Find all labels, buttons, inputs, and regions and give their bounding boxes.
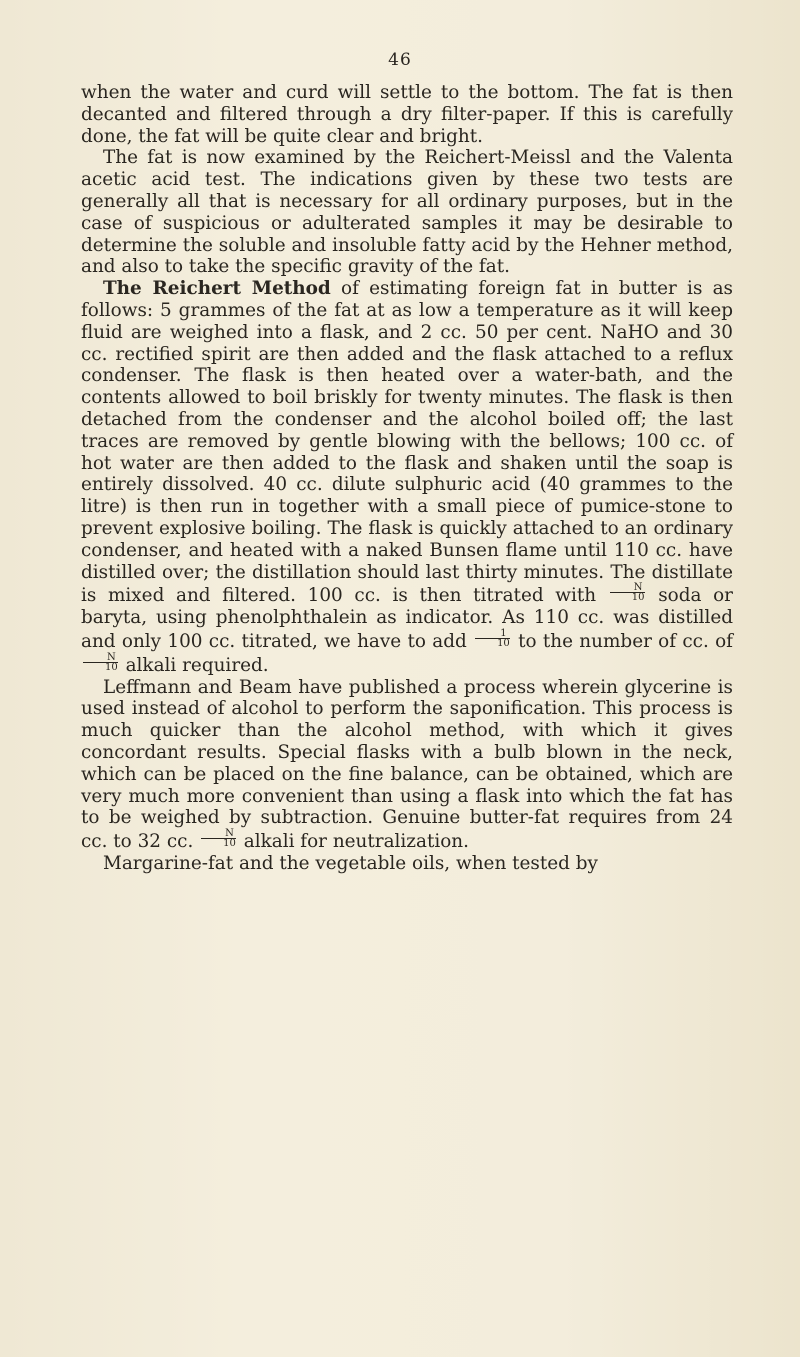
fraction-denominator: 10 xyxy=(223,838,236,850)
body-text xyxy=(81,82,733,875)
text-run: alkali required. xyxy=(119,654,269,676)
fraction-n-10 xyxy=(83,653,118,672)
paragraph: when the water and curd will settle to the bottom. The fat is then decanted and filtered through a dry filter-paper. If this is carefully done, the fat will be quite clear and bright. xyxy=(81,82,733,147)
page-number: 46 xyxy=(388,50,412,70)
fraction-denominator: 10 xyxy=(105,661,118,673)
paragraph: Margarine-fat and the vegetable oils, when tested by xyxy=(103,852,598,874)
text-run: Leffmann and Beam have published a process wherein glycerine is used instead of alcohol to perform the saponification. This process is much quicker than the alcohol method, with which it gives concordant results. Special flasks with a bulb blown in the neck, which can be placed on the fine balance, can be obtained, which are very much more convenient than using a flask into which the fat has to be weighed by subtraction. Genuine butter-fat requires from 24 cc. to 32 cc. xyxy=(81,676,733,853)
fraction-one-tenth xyxy=(475,629,510,648)
fraction-denominator: 10 xyxy=(631,592,645,604)
text-run: to the number of cc. of xyxy=(511,630,733,652)
fraction-numerator: N xyxy=(201,829,236,839)
text-run: soda or baryta, using phenolphthalein as indicator. As 110 cc. was distilled and only 100 cc. titrated, we have to add xyxy=(81,585,733,652)
text-run: alkali for neutralization. xyxy=(237,831,469,853)
paragraph: The fat is now examined by the Reichert-Meissl and the Valenta acetic acid test. The indications given by these two tests are generally all that is necessary for all ordinary purposes, but in the case of suspicious or adulterated samples it may be desirable to determine the soluble and insoluble fatty acid by the Hehner method, and also to take the specific gravity of the fat. xyxy=(81,147,733,278)
fraction-numerator: N xyxy=(83,653,118,663)
paragraph xyxy=(81,677,733,853)
paragraph xyxy=(81,278,733,676)
fraction-numerator: N xyxy=(610,583,645,593)
fraction-numerator: 1 xyxy=(475,629,510,639)
fraction-n-10 xyxy=(610,583,645,602)
fraction-denominator: 10 xyxy=(497,637,510,649)
text-run: of estimating foreign fat in butter is as follows: 5 grammes of the fat at as low a temperature as it will keep fluid are weighed into a flask, and 2 cc. 50 per cent. NaHO and 30 cc. rectified spirit are then added and the flask attached to a reflux condenser. The flask is then heated over a water-bath, and the contents allowed to boil briskly for twenty minutes. The flask is then detached from the condenser and the alcohol boiled off; the last traces are removed by gentle blowing with the bellows; 100 cc. of hot water are then added to the flask and shaken until the soap is entirely dissolved. 40 cc. dilute sulphuric acid (40 grammes to the litre) is then run in together with a small piece of pumice-stone to prevent explosive boiling. The flask is quickly attached to an ordinary condenser, and heated with a naked Bunsen flame until 110 cc. have distilled over; the distillation should last thirty minutes. The distillate is mixed and filtered. 100 cc. is then titrated with xyxy=(81,278,733,607)
section-heading: The Reichert Method xyxy=(103,278,331,300)
fraction-n-10 xyxy=(201,829,236,848)
